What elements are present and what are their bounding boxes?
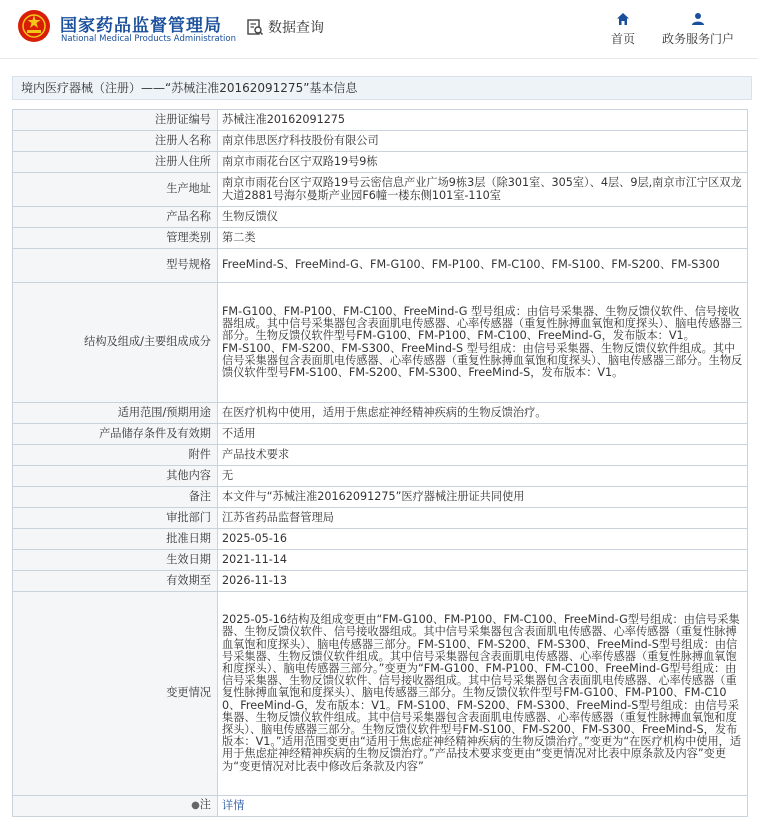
row-label: 结构及组成/主要组成成分 <box>13 283 218 403</box>
row-label: 批准日期 <box>13 529 218 550</box>
row-value: 产品技术要求 <box>218 445 748 466</box>
row-label: 变更情况 <box>13 592 218 796</box>
row-label: 注册人住所 <box>13 152 218 173</box>
row-label: 生产地址 <box>13 173 218 207</box>
table-row <box>13 283 748 403</box>
row-value: 南京市雨花台区宁双路19号9栋 <box>218 152 748 173</box>
table-row <box>13 445 748 466</box>
document-search-icon <box>246 18 264 36</box>
row-value: 2025-05-16 <box>218 529 748 550</box>
row-label: 产品名称 <box>13 207 218 228</box>
row-label: 备注 <box>13 487 218 508</box>
row-value: 南京市雨花台区宁双路19号云密信息产业广场9栋3层（除301室、305室）、4层、9层,南京市江宁区双龙大道2881号海尔曼斯产业园F6幢一楼东侧101室-110室 <box>218 173 748 207</box>
row-value: FreeMind-S、FreeMind-G、FM-G100、FM-P100、FM-C100、FM-S100、FM-S200、FM-S300 <box>218 249 748 283</box>
row-value: 无 <box>218 466 748 487</box>
nav-gov-portal[interactable] <box>662 12 734 47</box>
table-row <box>13 508 748 529</box>
pin-icon: ● <box>191 800 200 812</box>
row-value: 2026-11-13 <box>218 571 748 592</box>
row-value: 第二类 <box>218 228 748 249</box>
row-label: 附件 <box>13 445 218 466</box>
table-row <box>13 487 748 508</box>
table-row <box>13 110 748 131</box>
row-label: 审批部门 <box>13 508 218 529</box>
site-header <box>0 0 758 59</box>
table-row <box>13 207 748 228</box>
table-row <box>13 571 748 592</box>
row-label: 适用范围/预期用途 <box>13 403 218 424</box>
row-label: 型号规格 <box>13 249 218 283</box>
table-row <box>13 173 748 207</box>
nav-home[interactable] <box>611 12 635 47</box>
national-emblem-icon <box>17 9 51 43</box>
row-label: 其他内容 <box>13 466 218 487</box>
site-title-en: National Medical Products Administration <box>61 34 236 44</box>
row-label: 注册人名称 <box>13 131 218 152</box>
nav-home-label: 首页 <box>611 32 636 46</box>
row-value: FM-G100、FM-P100、FM-C100、FreeMind-G 型号组成：由信号采集器、生物反馈仪软件、信号接收器组成。其中信号采集器包含表面肌电传感器、心率传感器（重复性脉搏血氧饱和度探头）、脑电传感器三部分。生物反馈仪软件型号FM-G100、FM-P100、FM-C100、FreeMind-G，发布版本：V1。 FM-S100、FM-S200、FM-S300、FreeMind-S 型号组成：由信号采集器、生物反馈仪软件组成。其中信号采集器包含表面肌电传感器、心率传感器（重复性脉搏血氧饱和度探头）、脑电传感器三部分。生物反馈仪软件型号FM-S100、FM-S200、FM-S300、FreeMind-S，发布版本：V1。 <box>218 283 748 403</box>
row-value: 苏械注准20162091275 <box>218 110 748 131</box>
note-label-text: 注 <box>199 798 211 812</box>
nav-gov-portal-label: 政务服务门户 <box>662 32 735 46</box>
row-value: 南京伟思医疗科技股份有限公司 <box>218 131 748 152</box>
row-label: 产品储存条件及有效期 <box>13 424 218 445</box>
table-row <box>13 796 748 817</box>
table-row <box>13 424 748 445</box>
table-row <box>13 228 748 249</box>
table-row <box>13 131 748 152</box>
row-label: 有效期至 <box>13 571 218 592</box>
row-value: 2025-05-16结构及组成变更由“FM-G100、FM-P100、FM-C100、FreeMind-G型号组成：由信号采集器、生物反馈仪软件、信号接收器组成。其中信号采集器包含表面肌电传感器、心率传感器（重复性脉搏血氧饱和度探头）、脑电传感器三部分。FM-S100、FM-S200、FM-S300、FreeMind-S型号组成：由信号采集器、生物反馈仪软件组成。其中信号采集器包含表面肌电传感器、心率传感器（重复性脉搏血氧饱和度探头）、脑电传感器三部分。”变更为“FM-G100、FM-P100、FM-C100、FreeMind-G型号组成：由信号采集器、生物反馈仪软件、信号接收器组成。其中信号采集器包含表面肌电传感器、心率传感器（重复性脉搏血氧饱和度探头）、脑电传感器三部分。生物反馈仪软件型号FM-G100、FM-P100、FM-C100、FreeMind-G，发布版本：V1。FM-S100、FM-S200、FM-S300、FreeMind-S型号组成：由信号采集器、生物反馈仪软件组成。其中信号采集器包含表面肌电传感器、心率传感器（重复性脉搏血氧饱和度探头）、脑电传感器三部分。生物反馈仪软件型号FM-S100、FM-S200、FM-S300、FreeMind-S，发布版本：V1。”适用范围变更由“适用于焦虑症神经精神疾病的生物反馈治疗。”变更为“在医疗机构中使用，适用于焦虑症神经精神疾病的生物反馈治疗。”产品技术要求变更由“变更情况对比表中原条款及内容”变更为“变更情况对比表中修改后条款及内容” <box>218 592 748 796</box>
table-row <box>13 152 748 173</box>
row-label: 生效日期 <box>13 550 218 571</box>
row-value: 不适用 <box>218 424 748 445</box>
row-value: 生物反馈仪 <box>218 207 748 228</box>
table-row <box>13 529 748 550</box>
table-row <box>13 550 748 571</box>
note-label <box>13 796 218 817</box>
row-value: 2021-11-14 <box>218 550 748 571</box>
row-value: 江苏省药品监督管理局 <box>218 508 748 529</box>
detail-table <box>12 109 748 817</box>
details-link[interactable]: 详情 <box>222 798 245 812</box>
row-value: 在医疗机构中使用，适用于焦虑症神经精神疾病的生物反馈治疗。 <box>218 403 748 424</box>
row-value: 本文件与“苏械注准20162091275”医疗器械注册证共同使用 <box>218 487 748 508</box>
table-row <box>13 403 748 424</box>
data-query-link[interactable] <box>246 17 324 37</box>
site-title-cn[interactable]: 国家药品监督管理局 <box>60 16 222 36</box>
data-query-label: 数据查询 <box>268 20 324 36</box>
note-value <box>218 796 748 817</box>
user-icon <box>691 12 705 26</box>
page-title: 境内医疗器械（注册）——“苏械注准20162091275”基本信息 <box>12 76 752 100</box>
row-label: 管理类别 <box>13 228 218 249</box>
table-row <box>13 592 748 796</box>
table-row <box>13 249 748 283</box>
home-icon <box>616 12 630 26</box>
row-label: 注册证编号 <box>13 110 218 131</box>
table-row <box>13 466 748 487</box>
